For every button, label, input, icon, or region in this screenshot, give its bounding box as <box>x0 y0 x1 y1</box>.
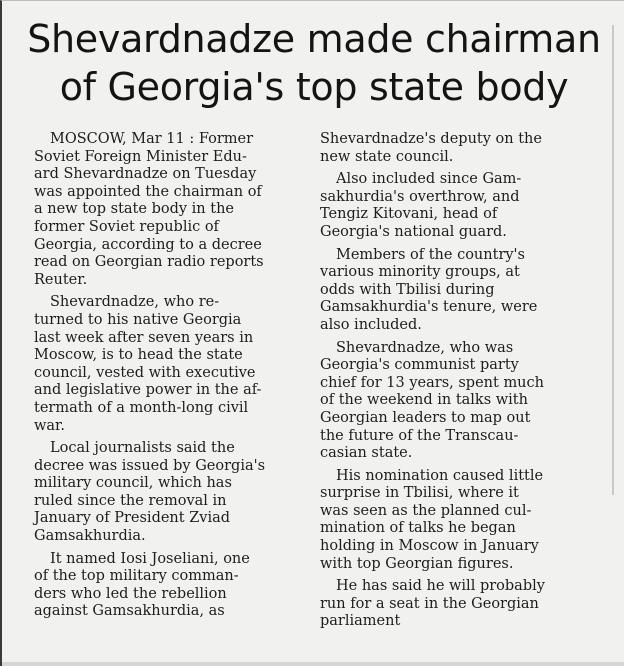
article-line: Shevardnadze, who was <box>336 339 514 356</box>
article-line: It named Iosi Joseliani, one <box>50 550 250 567</box>
article-line: casian state. <box>320 445 413 462</box>
headline-line-1: Shevardnadze made chairman <box>27 17 601 61</box>
article-line: parliament <box>320 613 401 630</box>
article-paragraph <box>320 171 598 241</box>
article-line: military council, which has <box>34 475 232 492</box>
article-line: was seen as the planned cul- <box>320 502 532 519</box>
edge-shadow <box>612 25 614 495</box>
headline <box>2 15 624 111</box>
article-line: Local journalists said the <box>50 440 235 457</box>
article-line: Georgia's communist party <box>320 357 519 374</box>
article-paragraph <box>34 551 298 621</box>
article-line: sakhurdia's overthrow, and <box>320 188 520 205</box>
article-line: and legislative power in the af- <box>34 382 262 399</box>
article-line: decree was issued by Georgia's <box>34 457 266 474</box>
article-line: ard Shevardnadze on Tuesday <box>34 166 257 183</box>
article-line: termath of a month-long civil <box>34 399 249 416</box>
article-line: Also included since Gam- <box>336 171 522 188</box>
article-line: also included. <box>320 316 422 333</box>
article-paragraph <box>34 440 298 546</box>
article-line: last week after seven years in <box>34 329 254 346</box>
article-paragraph <box>34 131 298 289</box>
article-paragraph <box>34 294 298 435</box>
article-line: Tengiz Kitovani, head of <box>320 206 498 223</box>
article-paragraph <box>320 340 598 463</box>
article-line: mination of talks he began <box>320 520 516 537</box>
article-line: chief for 13 years, spent much <box>320 374 544 391</box>
article-paragraph <box>320 578 598 631</box>
article-line: Reuter. <box>34 271 88 288</box>
article-line: of the weekend in talks with <box>320 392 528 409</box>
article-line: January of President Zviad <box>34 510 231 527</box>
article-line: run for a seat in the Georgian <box>320 595 539 612</box>
article-line: ruled since the removal in <box>34 492 227 509</box>
article-line: holding in Moscow in January <box>320 538 539 555</box>
article-line: a new top state body in the <box>34 201 234 218</box>
article-line: Gamsakhurdia. <box>34 528 146 545</box>
article-line: His nomination caused little <box>336 467 544 484</box>
bottom-edge <box>2 662 624 666</box>
headline-line-2: of Georgia's top state body <box>59 65 569 109</box>
article-line: the future of the Transcau- <box>320 427 519 444</box>
article-line: of the top military comman- <box>34 568 239 585</box>
article-line: He has said he will probably <box>336 578 545 595</box>
article-line: council, vested with executive <box>34 364 256 381</box>
article-paragraph <box>320 131 598 166</box>
article-line: MOSCOW, Mar 11 : Former <box>50 131 254 147</box>
article-line: Soviet Foreign Minister Edu- <box>34 148 247 165</box>
article-line: former Soviet republic of <box>34 218 219 235</box>
article-line: Georgia, according to a decree <box>34 236 262 253</box>
article-line: read on Georgian radio reports <box>34 254 264 271</box>
article-paragraph <box>320 468 598 574</box>
article-line: various minority groups, at <box>320 264 520 281</box>
article-column-left <box>34 131 298 626</box>
article-line: Gamsakhurdia's tenure, were <box>320 299 538 316</box>
article-line: Members of the country's <box>336 246 525 263</box>
article-line: new state council. <box>320 148 454 165</box>
article-line: turned to his native Georgia <box>34 311 242 328</box>
article-line: ders who led the rebellion <box>34 585 227 602</box>
article-line: against Gamsakhurdia, as <box>34 603 225 620</box>
article-line: with top Georgian figures. <box>320 555 514 572</box>
article-column-right <box>320 131 598 636</box>
article-line: Georgian leaders to map out <box>320 409 531 426</box>
article-line: surprise in Tbilisi, where it <box>320 485 519 502</box>
article-line: odds with Tbilisi during <box>320 281 495 298</box>
article-line: was appointed the chairman of <box>34 183 262 200</box>
article-line: Georgia's national guard. <box>320 223 507 240</box>
article-line: Shevardnadze, who re- <box>50 294 220 311</box>
article-line: Shevardnadze's deputy on the <box>320 131 542 147</box>
article-line: war. <box>34 417 66 434</box>
article-paragraph <box>320 247 598 335</box>
article-line: Moscow, is to head the state <box>34 347 243 364</box>
